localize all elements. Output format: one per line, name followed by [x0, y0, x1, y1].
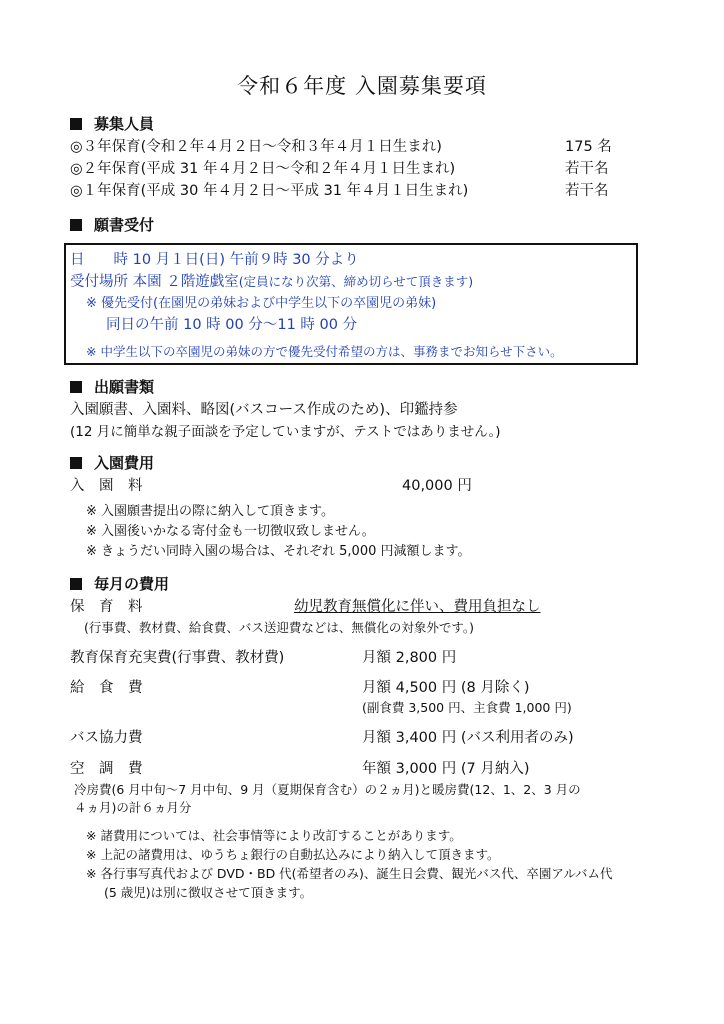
application-priority: ※ 優先受付(在園児の弟妹および中学生以下の卒園児の弟妹)	[86, 296, 437, 311]
application-notice: ※ 中学生以下の卒園児の弟妹の方で優先受付希望の方は、事務までお知らせ下さい。	[86, 344, 563, 359]
childcare-fee-label: 保 育 料	[70, 599, 143, 615]
ac-fee-note-1: 冷房費(6 月中旬〜7 月中旬、9 月（夏期保育含む）の２ヵ月)と暖房費(12、1、2、3 月の	[74, 782, 581, 797]
recruit-count-3yr: 175 名	[565, 139, 612, 155]
footer-note-2: ※ 上記の諸費用は、ゆうちょ銀行の自動払込みにより納入して頂きます。	[86, 847, 500, 862]
footer-note-4: (5 歳児)は別に徴収させて頂きます。	[104, 885, 313, 900]
entry-fee-amount: 40,000 円	[402, 478, 472, 494]
entry-fee-note-3: ※ きょうだい同時入園の場合は、それぞれ 5,000 円減額します。	[86, 544, 471, 559]
square-bullet-icon	[70, 219, 82, 231]
education-fee-amount: 月額 2,800 円	[362, 650, 457, 666]
entry-fee-label: 入 園 料	[70, 478, 143, 494]
entry-fee-note-2: ※ 入園後いかなる寄付金も一切徴収致しません。	[86, 524, 375, 539]
section-heading-recruit: 募集人員	[70, 113, 154, 134]
lunch-fee-label: 給 食 費	[70, 680, 143, 696]
ac-fee-label: 空 調 費	[70, 761, 143, 777]
education-fee-label: 教育保育充実費(行事費、教材費)	[70, 650, 285, 666]
application-place-note: (定員になり次第、締め切らせて頂きます)	[238, 274, 474, 289]
ac-fee-note-2: ４ヵ月)の計６ヵ月分	[74, 800, 192, 815]
square-bullet-icon	[70, 118, 82, 130]
recruit-row-3yr: ◎３年保育(令和２年４月２日〜令和３年４月１日生まれ)	[70, 139, 442, 155]
page-title: 令和６年度 入園募集要項	[237, 74, 487, 98]
footer-note-3: ※ 各行事写真代および DVD・BD 代(希望者のみ)、誕生日会費、観光バス代、卒園アルバム代	[86, 866, 613, 881]
section-heading-documents: 出願書類	[70, 376, 154, 397]
section-heading-monthly: 毎月の費用	[70, 573, 169, 594]
lunch-fee-note: (副食費 3,500 円、主食費 1,000 円)	[362, 700, 572, 715]
square-bullet-icon	[70, 578, 82, 590]
ac-fee-amount: 年額 3,000 円 (7 月納入)	[362, 761, 530, 777]
footer-note-1: ※ 諸費用については、社会事情等により改訂することがあります。	[86, 828, 462, 843]
bus-fee-amount: 月額 3,400 円 (バス利用者のみ)	[362, 730, 574, 746]
section-heading-entry-fee: 入園費用	[70, 452, 154, 473]
recruit-row-1yr: ◎１年保育(平成 30 年４月２日〜平成 31 年４月１日生まれ)	[70, 183, 469, 199]
square-bullet-icon	[70, 381, 82, 393]
documents-line-2: (12 月に簡単な親子面談を予定していますが、テストではありません。)	[70, 424, 501, 440]
recruit-count-2yr: 若干名	[565, 161, 609, 177]
childcare-fee-value: 幼児教育無償化に伴い、費用負担なし	[294, 599, 541, 615]
entry-fee-note-1: ※ 入園願書提出の際に納入して頂きます。	[86, 504, 334, 519]
square-bullet-icon	[70, 457, 82, 469]
documents-line-1: 入園願書、入園料、略図(バスコース作成のため)、印鑑持参	[70, 402, 458, 418]
recruit-count-1yr: 若干名	[565, 183, 609, 199]
application-datetime: 日 時 10 月１日(日) 午前９時 30 分より	[70, 252, 359, 268]
application-priority-time: 同日の午前 10 時 00 分〜11 時 00 分	[106, 317, 358, 333]
application-place: 受付場所 本園 ２階遊戯室(定員になり次第、締め切らせて頂きます)	[70, 274, 474, 290]
section-heading-application: 願書受付	[70, 214, 154, 235]
recruit-row-2yr: ◎２年保育(平成 31 年４月２日〜令和２年４月１日生まれ)	[70, 161, 456, 177]
bus-fee-label: バス協力費	[70, 730, 143, 746]
childcare-fee-note: (行事費、教材費、給食費、バス送迎費などは、無償化の対象外です。)	[84, 620, 475, 635]
lunch-fee-amount: 月額 4,500 円 (8 月除く)	[362, 680, 530, 696]
